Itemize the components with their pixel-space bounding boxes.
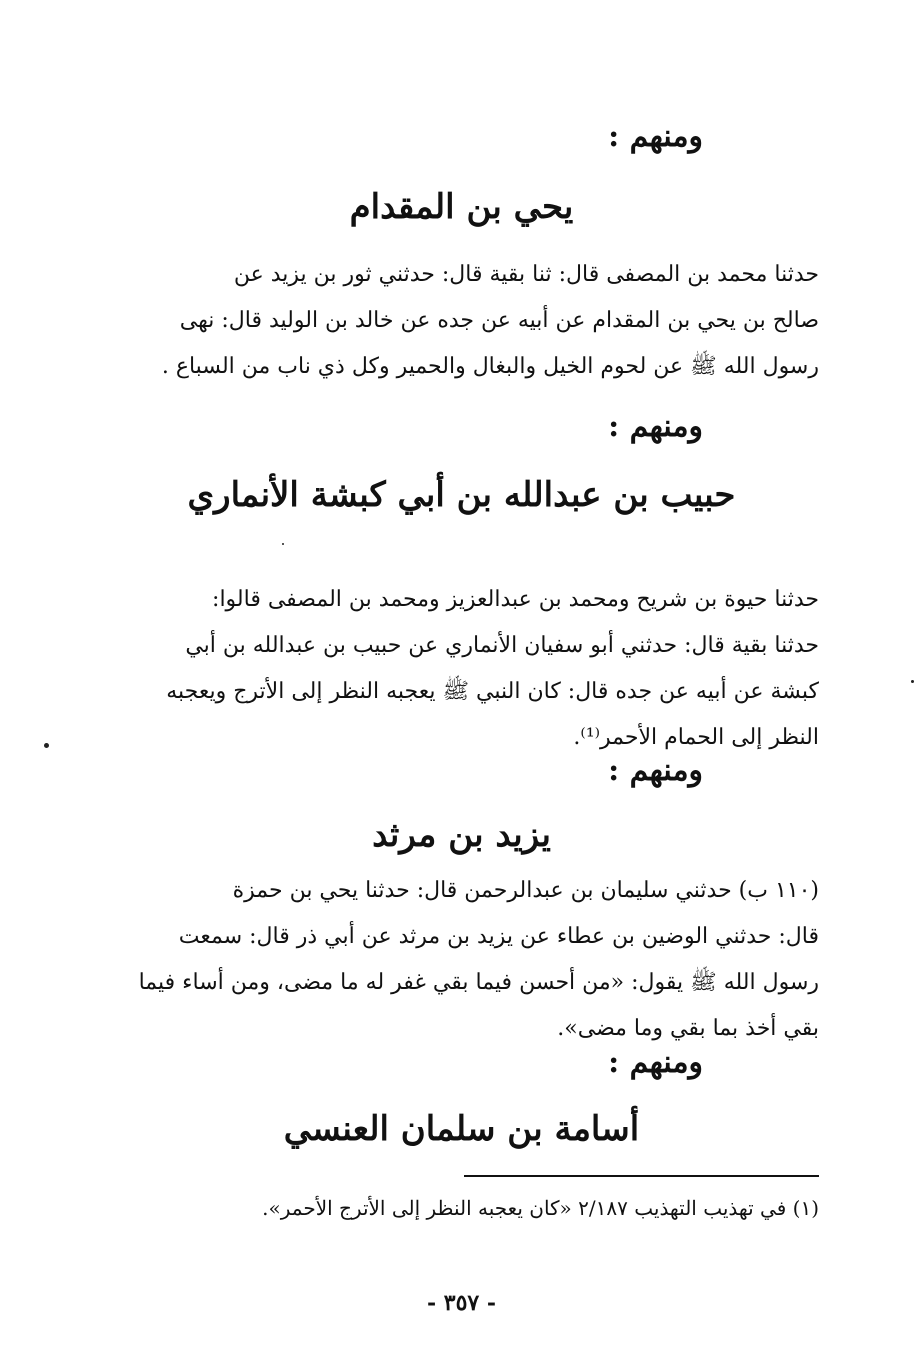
section-label: ومنهم : xyxy=(608,753,703,788)
paragraph-line: رسول الله ﷺ عن لحوم الخيل والبغال والحمير وكل ذي ناب من السباع . xyxy=(161,354,819,379)
scan-speck xyxy=(911,680,914,683)
paragraph-line: بقي أخذ بما بقي وما مضى». xyxy=(557,1016,819,1041)
section-title: حبيب بن عبدالله بن أبي كبشة الأنماري xyxy=(187,475,736,515)
paragraph-line: صالح بن يحي بن المقدام عن أبيه عن جده عن خالد بن الوليد قال: نهى xyxy=(179,308,819,333)
scan-speck xyxy=(282,543,284,545)
paragraph-line: حدثنا بقية قال: حدثني أبو سفيان الأنماري عن حبيب بن عبدالله بن أبي xyxy=(185,633,819,658)
footnote: (١) في تهذيب التهذيب ٢/١٨٧ «كان يعجبه النظر إلى الأترج الأحمر». xyxy=(262,1196,819,1220)
paragraph-line: حدثنا حيوة بن شريح ومحمد بن عبدالعزيز ومحمد بن المصفى قالوا: xyxy=(212,587,819,612)
section-paragraph xyxy=(124,577,819,761)
section-label: ومنهم : xyxy=(608,409,703,444)
paragraph-line: قال: حدثني الوضين بن عطاء عن يزيد بن مرثد عن أبي ذر قال: سمعت xyxy=(178,924,819,949)
section-label: ومنهم : xyxy=(608,119,703,154)
section-title: أسامة بن سلمان العنسي xyxy=(283,1109,640,1149)
paragraph-line: رسول الله ﷺ يقول: «من أحسن فيما بقي غفر له ما مضى، ومن أساء فيما xyxy=(138,970,819,995)
footnote-divider xyxy=(464,1175,819,1177)
section-paragraph xyxy=(124,252,819,390)
paragraph-line: كبشة عن أبيه عن جده قال: كان النبي ﷺ يعجبه النظر إلى الأترج ويعجبه xyxy=(166,679,819,704)
section-title: يزيد بن مرثد xyxy=(372,815,551,855)
page-number: - ٣٥٧ - xyxy=(426,1290,497,1316)
scan-speck xyxy=(44,743,49,748)
paragraph-line: حدثنا محمد بن المصفى قال: ثنا بقية قال: حدثني ثور بن يزيد عن xyxy=(233,262,819,287)
section-paragraph xyxy=(124,868,819,1052)
section-title: يحي بن المقدام xyxy=(349,187,574,227)
section-label: ومنهم : xyxy=(608,1045,703,1080)
paragraph-line: (١١٠ ب) حدثني سليمان بن عبدالرحمن قال: حدثنا يحي بن حمزة xyxy=(232,878,819,903)
paragraph-line: النظر إلى الحمام الأحمر⁽¹⁾. xyxy=(573,725,819,750)
